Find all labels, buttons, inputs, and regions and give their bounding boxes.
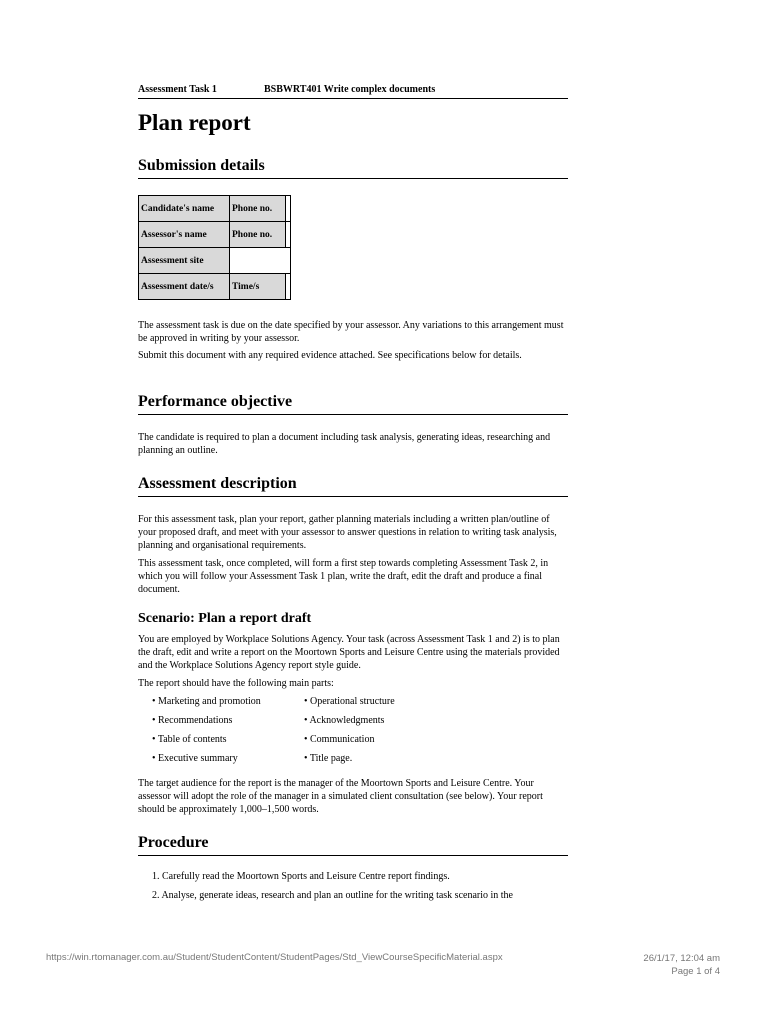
- running-header: [138, 84, 568, 99]
- assessment-date-label: Assessment date/s: [139, 274, 230, 300]
- description-para-1: For this assessment task, plan your report, gather planning materials including a written plan/outline of your proposed draft, and meet with your assessor to answer questions in relation to writing task analysis, planning and organisational requirements.: [138, 514, 557, 551]
- description-heading: Assessment description: [138, 474, 568, 497]
- list-item: • Table of contents: [152, 734, 227, 745]
- assessor-name-label: Assessor's name: [139, 222, 230, 248]
- performance-heading: Performance objective: [138, 392, 568, 415]
- description-para-2: This assessment task, once completed, will form a first step towards completing Assessment Task 2, in which you will follow your Assessment Task 1 plan, write the draft, edit the draft and produce a final document.: [138, 558, 549, 595]
- assessment-site-value[interactable]: [230, 248, 291, 274]
- page-title: Plan report: [138, 110, 251, 135]
- table-row: [139, 222, 291, 248]
- procedure-step: 1. Carefully read the Moortown Sports and Leisure Centre report findings.: [152, 871, 450, 882]
- table-row: [139, 274, 291, 300]
- submission-para-1: The assessment task is due on the date specified by your assessor. Any variations to this arrangement must be approved in writing by your assessor.: [138, 320, 564, 344]
- list-item: • Recommendations: [152, 715, 233, 726]
- table-row: [139, 196, 291, 222]
- phone-label: Phone no.: [230, 222, 286, 248]
- scenario-para-1: You are employed by Workplace Solutions Agency. Your task (across Assessment Task 1 and 2) is to plan the draft, edit and write a report on the Moortown Sports and Leisure Centre using the materials provided and the Workplace Solutions Agency report style guide.: [138, 634, 560, 671]
- scenario-para-2: The report should have the following main parts:: [138, 678, 334, 689]
- submission-para-2: Submit this document with any required evidence attached. See specifications below for details.: [138, 350, 522, 361]
- scenario-para-3: The target audience for the report is the manager of the Moortown Sports and Leisure Centre. Your assessor will adopt the role of the manager in a simulated client consultation (see below). Your report should be approximately 1,000–1,500 words.: [138, 778, 543, 815]
- submission-heading: Submission details: [138, 156, 568, 179]
- list-item: • Communication: [304, 734, 375, 745]
- list-item: • Title page.: [304, 753, 353, 764]
- procedure-step: 2. Analyse, generate ideas, research and plan an outline for the writing task scenario in the: [152, 890, 513, 901]
- candidate-phone-value[interactable]: [285, 196, 290, 222]
- footer-meta: [643, 952, 720, 978]
- scenario-heading: Scenario: Plan a report draft: [138, 611, 312, 626]
- performance-text: The candidate is required to plan a document including task analysis, generating ideas, researching and planning an outline.: [138, 432, 551, 456]
- procedure-heading: Procedure: [138, 833, 568, 856]
- phone-label: Phone no.: [230, 196, 286, 222]
- footer-datetime: 26/1/17, 12:04 am: [643, 953, 720, 964]
- header-unit: BSBWRT401 Write complex documents: [264, 84, 436, 95]
- footer-url: https://win.rtomanager.com.au/Student/StudentContent/StudentPages/Std_ViewCourseSpecificMaterial.aspx: [46, 952, 503, 963]
- header-task: Assessment Task 1: [138, 84, 217, 95]
- time-label: Time/s: [230, 274, 286, 300]
- table-row: [139, 248, 291, 274]
- time-value[interactable]: [285, 274, 290, 300]
- footer-page-number: Page 1 of 4: [671, 966, 720, 977]
- submission-table: [138, 195, 291, 300]
- list-item: • Operational structure: [304, 696, 395, 707]
- candidate-name-label: Candidate's name: [139, 196, 230, 222]
- list-item: • Acknowledgments: [304, 715, 385, 726]
- list-item: • Marketing and promotion: [152, 696, 261, 707]
- assessor-phone-value[interactable]: [285, 222, 290, 248]
- list-item: • Executive summary: [152, 753, 238, 764]
- assessment-site-label: Assessment site: [139, 248, 230, 274]
